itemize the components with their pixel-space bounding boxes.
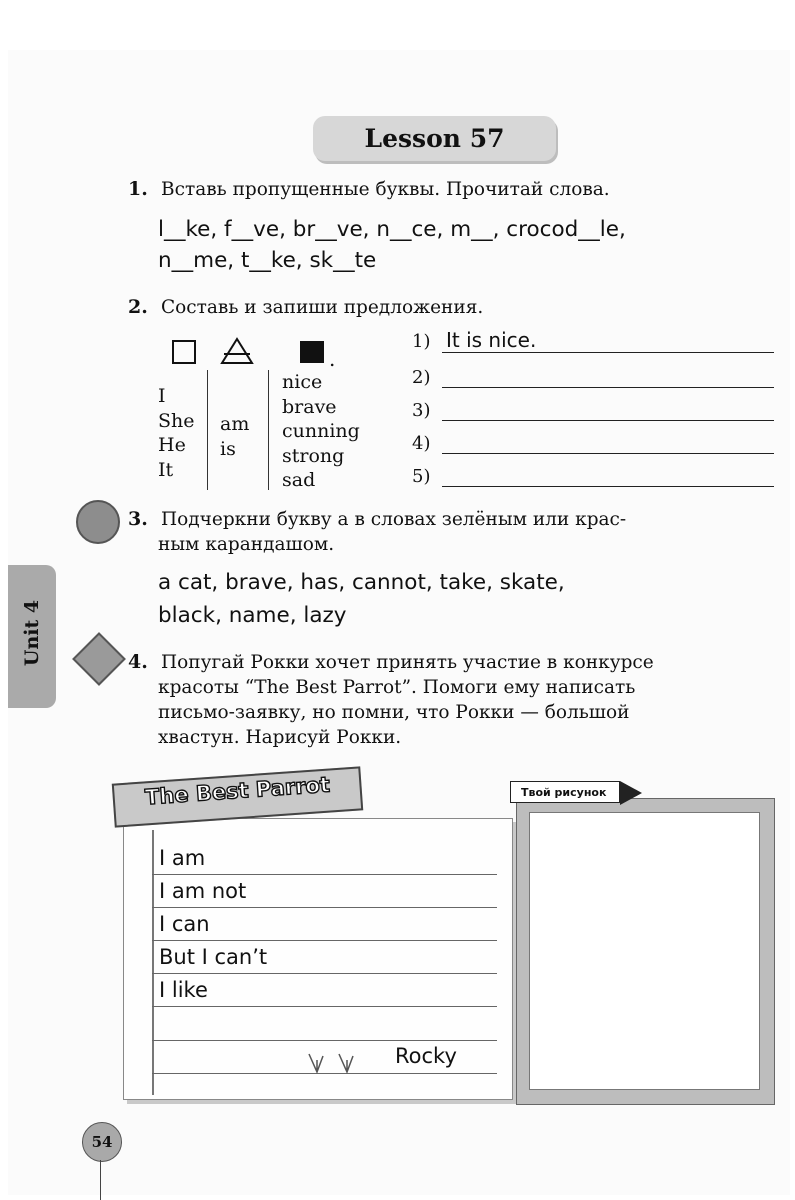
task-1-number: 1. <box>128 178 148 200</box>
column-divider <box>268 370 269 490</box>
letter-line[interactable]: I am not <box>159 879 247 903</box>
answer-number: 3) <box>412 400 431 421</box>
letter-margin-line <box>152 830 154 1095</box>
letter-line[interactable]: But I can’t <box>159 945 268 969</box>
column-divider <box>207 370 208 490</box>
answer-number: 2) <box>412 367 431 388</box>
answer-number: 4) <box>412 433 431 454</box>
task-2-number: 2. <box>128 296 148 318</box>
letter-rule <box>152 874 497 875</box>
adjective-word: cunning <box>282 420 360 442</box>
triangle-icon <box>220 337 254 365</box>
task-1-instruction: Вставь пропущенные буквы. Прочитай слова. <box>161 179 610 200</box>
period-symbol: . <box>329 347 336 371</box>
letter-line[interactable]: I like <box>159 978 208 1002</box>
drawing-label: Твой рисунок <box>510 781 620 803</box>
best-parrot-label: The Best Parrot <box>144 772 331 810</box>
adjective-column <box>282 370 360 493</box>
balloon-string <box>100 1160 101 1200</box>
adjective-word: sad <box>282 469 316 491</box>
verb-word: is <box>220 437 236 460</box>
pronoun-word: I <box>158 385 166 407</box>
task-4-text-line-4: хвастун. Нарисуй Рокки. <box>158 727 402 748</box>
lesson-title: Lesson 57 <box>313 116 556 161</box>
pronoun-word: She <box>158 409 195 432</box>
letter-rule <box>152 1006 497 1007</box>
task-1-words-line-1: l__ke, f__ve, br__ve, n__ce, m__, crocod__le, <box>158 217 626 242</box>
verb-column <box>220 412 249 461</box>
task-3-words-line-1: a cat, brave, has, cannot, take, skate, <box>158 570 565 595</box>
square-icon <box>172 340 196 364</box>
task-2-instruction: Составь и запиши предложения. <box>161 297 484 318</box>
signature-rocky: Rocky <box>395 1044 457 1068</box>
task-3-instruction-line-1: Подчеркни букву а в словах зелёным или крас- <box>161 509 627 530</box>
letter-rule <box>152 973 497 974</box>
task-3-instruction-line-2: ным карандашом. <box>158 534 335 555</box>
answer-line <box>442 352 774 353</box>
answer-line <box>442 486 774 487</box>
task-1-words-line-2: n__me, t__ke, sk__te <box>158 248 377 273</box>
pronoun-word: He <box>158 434 186 456</box>
verb-word: am <box>220 413 250 435</box>
letter-line[interactable]: I can <box>159 912 210 936</box>
answer-line <box>442 387 774 388</box>
filled-square-icon <box>300 341 324 363</box>
unit-label: Unit 4 <box>21 599 43 667</box>
task-4-text-line-2: красоты “The Best Parrot”. Помоги ему написать <box>158 677 636 698</box>
answer-line <box>442 453 774 454</box>
answer-number: 5) <box>412 466 431 487</box>
drawing-area[interactable] <box>529 812 760 1090</box>
bee-icon <box>76 500 120 544</box>
adjective-word: nice <box>282 371 323 393</box>
bird-footprints-icon <box>305 1050 375 1078</box>
answer-number: 1) <box>412 331 431 352</box>
task-3-words-line-2: black, name, lazy <box>158 603 347 628</box>
task-3-number: 3. <box>128 508 148 530</box>
adjective-word: strong <box>282 444 345 467</box>
letter-line[interactable]: I am <box>159 846 206 870</box>
adjective-word: brave <box>282 395 337 418</box>
letter-rule <box>152 940 497 941</box>
task-4-number: 4. <box>128 651 148 673</box>
task-4-text-line-3: письмо-заявку, но помни, что Рокки — большой <box>158 702 630 723</box>
letter-rule <box>152 1040 497 1041</box>
answer-text[interactable]: It is nice. <box>446 328 537 352</box>
pronoun-column <box>158 384 195 482</box>
task-4-text-line-1: Попугай Рокки хочет принять участие в конкурсе <box>161 652 654 673</box>
pronoun-word: It <box>158 458 174 481</box>
page-number: 54 <box>82 1122 122 1162</box>
answer-line <box>442 420 774 421</box>
pencil-tip-icon <box>620 781 642 805</box>
letter-rule <box>152 907 497 908</box>
